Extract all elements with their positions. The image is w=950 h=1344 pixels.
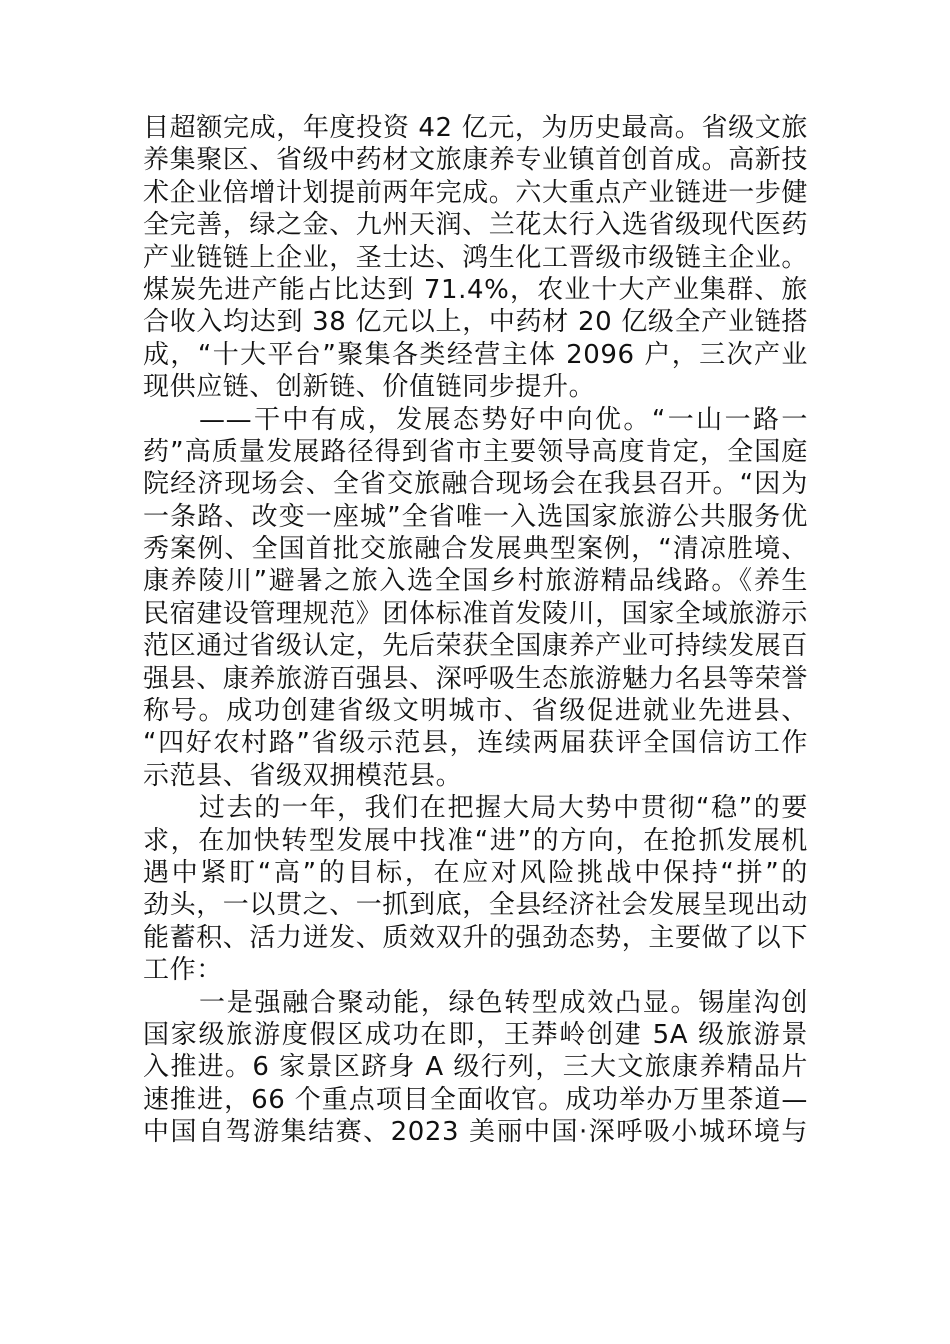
document-body	[143, 112, 808, 1149]
text-line: 一条路、改变一座城”全省唯一入选国家旅游公共服务优	[143, 501, 808, 532]
text-line: 药”高质量发展路径得到省市主要领导高度肯定，全国庭	[143, 436, 808, 467]
text-line: 范区通过省级认定，先后荣获全国康养产业可持续发展百	[143, 631, 808, 662]
text-line: 民宿建设管理规范》团体标准首发陵川，国家全域旅游示	[143, 598, 808, 629]
text-line: 产业链链上企业，圣士达、鸿生化工晋级市级链主企业。	[143, 242, 808, 273]
text-line: 工作：	[143, 955, 223, 986]
text-line: 国家级旅游度假区成功在即，王莽岭创建 5A 级旅游景	[143, 1019, 808, 1050]
text-line: 院经济现场会、全省交旅融合现场会在我县召开。“因为	[143, 469, 808, 500]
paragraph-first-line: 过去的一年，我们在把握大局大势中贯彻“稳”的要	[199, 793, 808, 824]
text-line: 示范县、省级双拥模范县。	[143, 760, 463, 791]
text-line: 成，“十大平台”聚集各类经营主体 2096 户，三次产业	[143, 339, 808, 370]
text-line: 遇中紧盯“高”的目标，在应对风险挑战中保持“拼”的	[143, 857, 808, 888]
text-line: 现供应链、创新链、价值链同步提升。	[143, 372, 596, 403]
text-line: 劲头，一以贯之、一抓到底，全县经济社会发展呈现出动	[143, 890, 808, 921]
paragraph-first-line: ——干中有成，发展态势好中向优。“一山一路一	[199, 404, 808, 435]
text-line: 目超额完成，年度投资 42 亿元，为历史最高。省级文旅	[143, 113, 808, 143]
text-line: 全完善，绿之金、九州天润、兰花太行入选省级现代医药	[143, 210, 808, 241]
paragraph-first-line: 一是强融合聚动能，绿色转型成效凸显。锡崖沟创	[199, 987, 808, 1018]
text-line: 称号。成功创建省级文明城市、省级促进就业先进县、	[143, 696, 808, 727]
text-line: 强县、康养旅游百强县、深呼吸生态旅游魅力名县等荣誉	[143, 663, 808, 694]
text-line: 煤炭先进产能占比达到 71.4%，农业十大产业集群、旅	[143, 274, 808, 305]
text-line: 养集聚区、省级中药材文旅康养专业镇首创首成。高新技	[143, 145, 808, 176]
text-line: 术企业倍增计划提前两年完成。六大重点产业链进一步健	[143, 177, 808, 208]
text-line: “四好农村路”省级示范县，连续两届获评全国信访工作	[143, 728, 808, 759]
text-line: 康养陵川”避暑之旅入选全国乡村旅游精品线路。《养生	[143, 566, 808, 597]
text-line: 速推进，66 个重点项目全面收官。成功举办万里茶道—	[143, 1084, 808, 1115]
text-line: 合收入均达到 38 亿元以上，中药材 20 亿级全产业链搭	[143, 307, 808, 338]
text-line: 秀案例、全国首批交旅融合发展典型案例，“清凉胜境、	[143, 534, 808, 565]
text-line: 求，在加快转型发展中找准“进”的方向，在抢抓发展机	[143, 825, 808, 856]
text-line: 能蓄积、活力迸发、质效双升的强劲态势，主要做了以下	[143, 922, 808, 953]
text-line: 中国自驾游集结赛、2023 美丽中国·深呼吸小城环境与	[143, 1117, 808, 1148]
text-line: 入推进。6 家景区跻身 A 级行列，三大文旅康养精品片	[143, 1052, 808, 1083]
